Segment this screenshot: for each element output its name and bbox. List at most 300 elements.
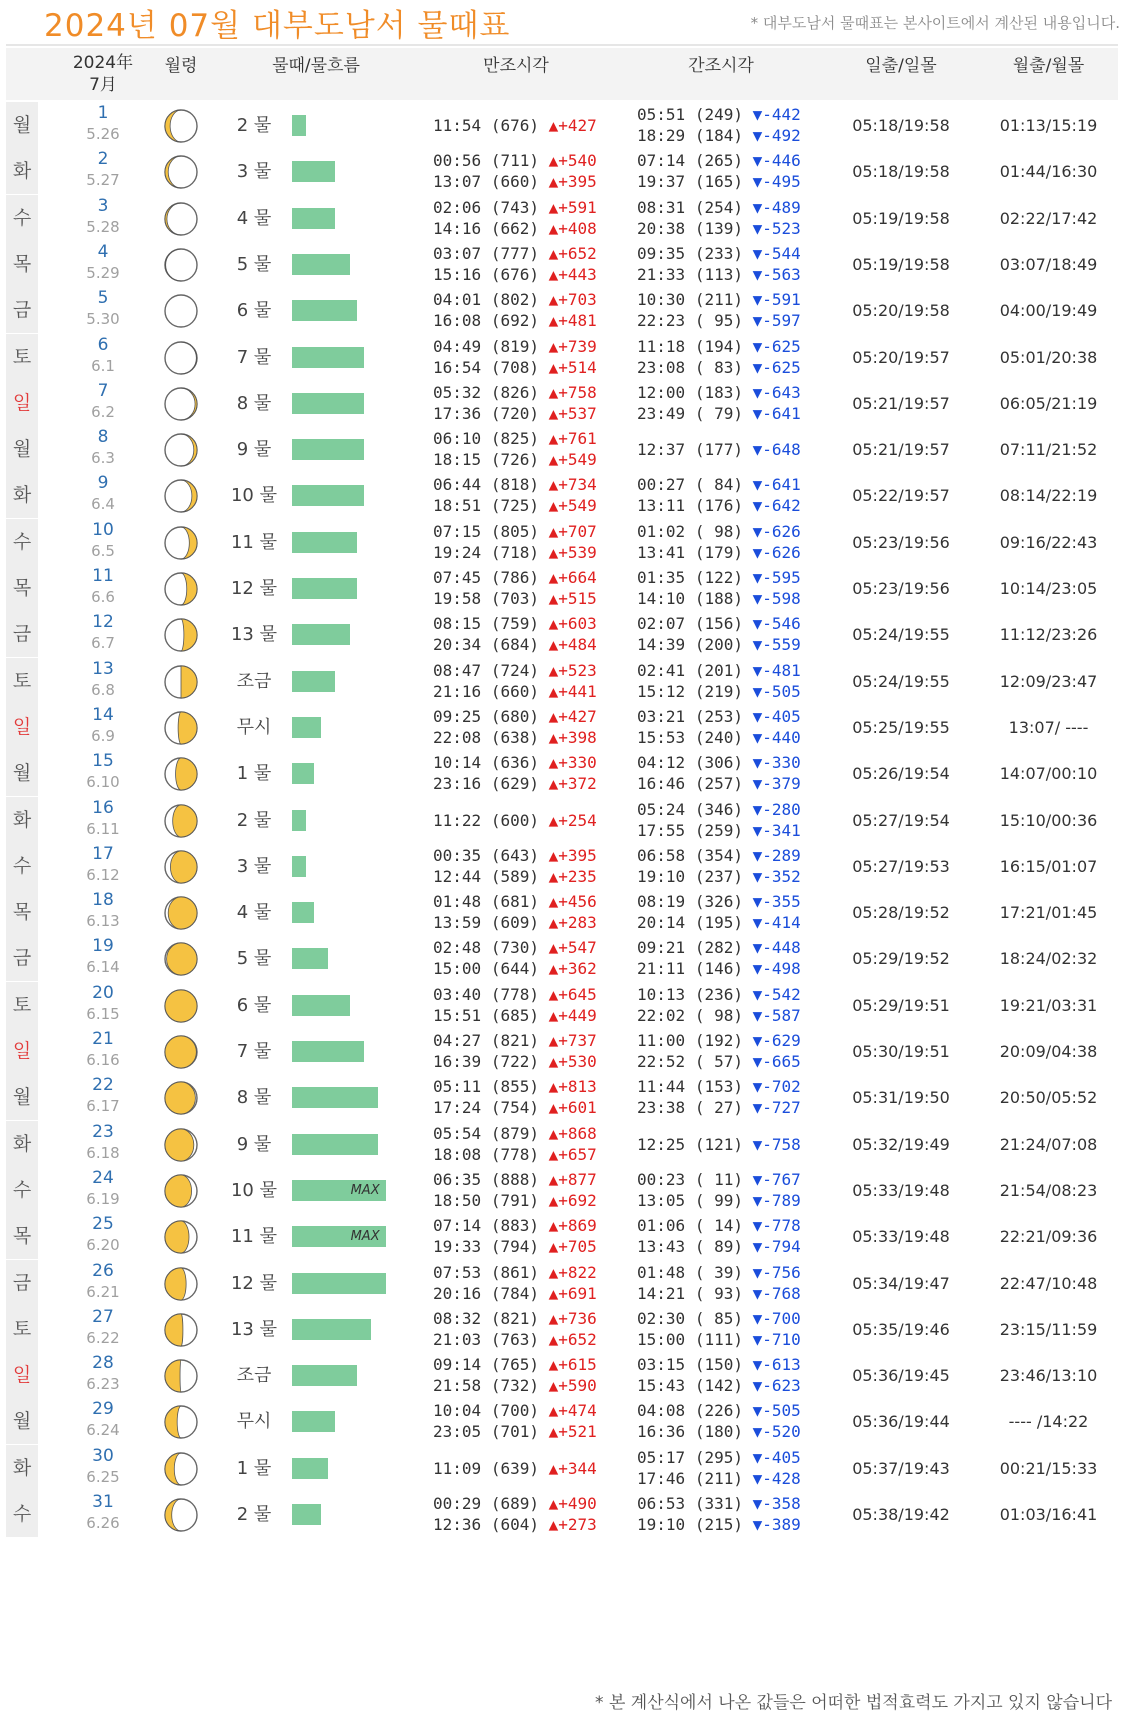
header-tide: 물때/물흐름 bbox=[272, 56, 360, 76]
flow-bar bbox=[292, 208, 335, 229]
tide-change: ▼-625 bbox=[752, 357, 801, 377]
tide-change: ▼-597 bbox=[752, 311, 801, 331]
low-tide-entry bbox=[637, 752, 801, 773]
tide-name: 9 물 bbox=[236, 439, 272, 461]
tide-time: 21:11 bbox=[637, 959, 686, 979]
tide-time: 14:21 bbox=[637, 1283, 686, 1303]
table-row bbox=[6, 285, 1118, 336]
moonrise-moonset: 23:46/13:10 bbox=[999, 1366, 1098, 1386]
tide-change: ▼-280 bbox=[752, 799, 801, 819]
max-flow-label: MAX bbox=[350, 1229, 380, 1245]
flow-bar bbox=[292, 1458, 328, 1479]
tide-height: (680) bbox=[490, 706, 539, 726]
low-tide-entry bbox=[637, 634, 801, 655]
high-tide-entry bbox=[433, 289, 597, 310]
lunar-date: 6.24 bbox=[86, 1421, 120, 1440]
tide-time: 14:39 bbox=[637, 635, 686, 655]
solar-day: 1 bbox=[97, 103, 109, 123]
tide-height: (718) bbox=[490, 542, 539, 562]
weekday-cell: 월 bbox=[6, 750, 38, 796]
sunrise-sunset: 05:23/19:56 bbox=[852, 579, 950, 598]
weekday-cell: 수 bbox=[6, 1167, 38, 1213]
high-tide-entry bbox=[433, 937, 597, 958]
moon-phase-icon bbox=[162, 663, 200, 701]
title-divider bbox=[6, 44, 1118, 46]
tide-change: ▼-498 bbox=[752, 959, 801, 979]
table-row bbox=[6, 1258, 1118, 1309]
tide-height: (326) bbox=[694, 892, 743, 912]
moonrise-moonset: 10:14/23:05 bbox=[999, 579, 1098, 598]
tide-change: ▲+739 bbox=[548, 336, 597, 356]
tide-height: (676) bbox=[490, 264, 539, 284]
tide-height: (233) bbox=[694, 243, 743, 263]
tide-height: (111) bbox=[694, 1329, 743, 1349]
tide-change: ▲+372 bbox=[548, 774, 597, 794]
tide-name: 12 물 bbox=[230, 578, 277, 599]
tide-height: (211) bbox=[694, 1468, 743, 1488]
high-tide-entry bbox=[433, 171, 597, 192]
solar-day: 12 bbox=[92, 612, 114, 633]
high-tide-entry bbox=[433, 706, 597, 727]
tide-change: ▼-778 bbox=[752, 1216, 801, 1236]
tide-change: ▼-768 bbox=[752, 1283, 801, 1303]
tide-height: (282) bbox=[694, 938, 743, 958]
tide-height: (150) bbox=[694, 1355, 743, 1375]
tide-change: ▲+645 bbox=[548, 984, 597, 1004]
lunar-date: 6.8 bbox=[91, 680, 115, 699]
sunrise-sunset: 05:30/19:51 bbox=[852, 1042, 950, 1061]
table-row bbox=[6, 239, 1118, 290]
tide-height: (883) bbox=[490, 1216, 539, 1236]
moonrise-moonset: 21:24/07:08 bbox=[999, 1134, 1098, 1154]
tide-name: 13 물 bbox=[230, 1318, 277, 1340]
moon-phase-icon bbox=[162, 1357, 200, 1395]
tide-time: 05:32 bbox=[433, 382, 482, 402]
high-tide-entry bbox=[433, 428, 597, 449]
sunrise-sunset: 05:29/19:51 bbox=[852, 995, 950, 1015]
tide-change: ▲+456 bbox=[548, 892, 597, 912]
flow-bar bbox=[292, 1134, 378, 1155]
tide-height: (794) bbox=[490, 1237, 539, 1257]
tide-time: 11:09 bbox=[433, 1458, 482, 1478]
tide-change: ▼-702 bbox=[752, 1077, 801, 1097]
header-high-tide: 만조시각 bbox=[483, 56, 549, 76]
solar-day: 28 bbox=[92, 1353, 114, 1374]
solar-day: 10 bbox=[92, 519, 114, 540]
tide-time: 19:10 bbox=[637, 1515, 686, 1534]
low-tide-entry bbox=[637, 1005, 801, 1026]
moon-phase-icon bbox=[162, 616, 200, 654]
tide-time: 05:24 bbox=[637, 799, 686, 819]
low-tide-entry bbox=[637, 243, 801, 264]
tide-height: (122) bbox=[694, 568, 743, 587]
tide-change: ▼-440 bbox=[752, 727, 801, 747]
moonrise-moonset: 03:07/18:49 bbox=[999, 254, 1098, 274]
low-tide-entry bbox=[637, 104, 801, 125]
sunrise-sunset: 05:24/19:55 bbox=[852, 625, 950, 645]
high-tide-entry bbox=[433, 1051, 597, 1072]
tide-time: 23:16 bbox=[433, 774, 482, 794]
tide-height: (215) bbox=[694, 1515, 743, 1534]
header-sunrise-sunset: 일출/일몰 bbox=[865, 56, 937, 76]
tide-height: (113) bbox=[694, 264, 743, 284]
low-tide-entry bbox=[637, 706, 801, 727]
high-tide-entry bbox=[433, 495, 597, 516]
weekday-cell: 토 bbox=[6, 334, 38, 380]
low-tide-entry bbox=[637, 289, 801, 310]
tide-height: (295) bbox=[694, 1447, 743, 1467]
tide-time: 16:08 bbox=[433, 311, 482, 331]
flow-bar bbox=[292, 1041, 364, 1062]
tide-change: ▼-767 bbox=[752, 1169, 801, 1189]
moonrise-moonset: 02:22/17:42 bbox=[999, 208, 1098, 228]
high-tide-entry bbox=[433, 474, 597, 495]
tide-time: 06:58 bbox=[637, 845, 686, 865]
low-tide-entry bbox=[637, 1421, 801, 1442]
table-row bbox=[6, 470, 1118, 521]
high-tide-entry bbox=[433, 521, 597, 542]
weekday-cell: 금 bbox=[6, 1260, 38, 1306]
tide-height: (791) bbox=[490, 1190, 539, 1210]
sunrise-sunset: 05:23/19:56 bbox=[852, 532, 950, 552]
weekday-cell: 수 bbox=[6, 843, 38, 889]
tide-time: 19:24 bbox=[433, 542, 482, 562]
high-tide-entry bbox=[433, 1215, 597, 1236]
table-row bbox=[6, 1489, 1118, 1540]
high-tide-entry bbox=[433, 773, 597, 794]
table-row bbox=[6, 1119, 1118, 1170]
low-tide-entry bbox=[637, 1308, 801, 1329]
tide-change: ▲+362 bbox=[548, 959, 597, 979]
tide-change: ▲+761 bbox=[548, 429, 597, 449]
tide-time: 06:10 bbox=[433, 429, 482, 449]
tide-name: 6 물 bbox=[236, 300, 272, 322]
moonrise-moonset: 01:03/16:41 bbox=[999, 1505, 1098, 1524]
tide-height: (121) bbox=[694, 1134, 743, 1154]
tide-time: 16:39 bbox=[433, 1052, 482, 1071]
tide-height: ( 84) bbox=[694, 475, 743, 495]
solar-day: 25 bbox=[92, 1214, 114, 1235]
flow-bar bbox=[292, 995, 350, 1016]
solar-day: 2 bbox=[97, 149, 109, 170]
tide-height: (676) bbox=[490, 116, 539, 135]
tide-change: ▲+273 bbox=[548, 1515, 597, 1534]
tide-height: (176) bbox=[694, 496, 743, 516]
solar-day: 29 bbox=[92, 1399, 114, 1420]
tide-change: ▼-544 bbox=[752, 243, 801, 263]
tide-height: (681) bbox=[490, 892, 539, 912]
tide-time: 03:21 bbox=[637, 706, 686, 726]
moonrise-moonset: 00:21/15:33 bbox=[999, 1458, 1098, 1478]
low-tide-entry bbox=[637, 310, 801, 331]
high-tide-entry bbox=[433, 336, 597, 357]
flow-bar bbox=[292, 254, 350, 275]
table-row bbox=[6, 378, 1118, 429]
low-tide-entry bbox=[637, 727, 801, 748]
weekday-cell: 토 bbox=[6, 658, 38, 704]
tide-change: ▲+603 bbox=[548, 614, 597, 634]
moonrise-moonset: 08:14/22:19 bbox=[999, 486, 1098, 506]
low-tide-entry bbox=[637, 1169, 801, 1190]
sunrise-sunset: 05:26/19:54 bbox=[852, 764, 950, 784]
tide-time: 03:07 bbox=[433, 243, 482, 263]
flow-bar bbox=[292, 532, 357, 553]
tide-name: 10 물 bbox=[230, 1179, 277, 1201]
tide-height: (660) bbox=[490, 172, 539, 192]
lunar-date: 6.1 bbox=[91, 356, 115, 375]
tide-time: 03:15 bbox=[637, 1355, 686, 1375]
tide-change: ▼-330 bbox=[752, 753, 801, 773]
tide-time: 14:16 bbox=[433, 218, 482, 238]
tide-name: 5 물 bbox=[236, 253, 272, 275]
table-row bbox=[6, 1443, 1118, 1494]
flow-bar bbox=[292, 1504, 321, 1525]
tide-change: ▲+736 bbox=[548, 1308, 597, 1328]
moonrise-moonset: 09:16/22:43 bbox=[999, 532, 1098, 552]
low-tide-entry bbox=[637, 382, 801, 403]
tide-height: (226) bbox=[694, 1401, 743, 1421]
solar-day: 3 bbox=[97, 195, 109, 216]
header-year: 2024年 bbox=[72, 53, 134, 73]
tide-name: 9 물 bbox=[236, 1133, 272, 1155]
moon-phase-icon bbox=[162, 200, 200, 238]
moonrise-moonset: 15:10/00:36 bbox=[999, 810, 1098, 830]
tide-name: 11 물 bbox=[230, 531, 277, 553]
low-tide-entry bbox=[637, 264, 801, 285]
tide-height: ( 89) bbox=[694, 1237, 743, 1257]
tide-height: (639) bbox=[490, 1458, 539, 1478]
solar-day: 5 bbox=[97, 288, 109, 309]
sunrise-sunset: 05:19/19:58 bbox=[852, 208, 950, 228]
lunar-date: 5.26 bbox=[86, 125, 120, 143]
moon-phase-icon bbox=[162, 802, 200, 840]
sunrise-sunset: 05:35/19:46 bbox=[852, 1319, 950, 1339]
tide-change: ▲+530 bbox=[548, 1052, 597, 1071]
tide-height: (200) bbox=[694, 635, 743, 655]
tide-change: ▲+615 bbox=[548, 1355, 597, 1375]
table-row bbox=[6, 424, 1118, 475]
tide-change: ▼-405 bbox=[752, 706, 801, 726]
sunrise-sunset: 05:27/19:53 bbox=[852, 856, 950, 876]
tide-time: 10:14 bbox=[433, 753, 482, 773]
tide-change: ▼-520 bbox=[752, 1422, 801, 1442]
tide-height: (265) bbox=[694, 151, 743, 171]
lunar-date: 6.23 bbox=[86, 1375, 120, 1394]
tide-time: 02:30 bbox=[637, 1308, 686, 1328]
flow-bar bbox=[292, 1319, 371, 1340]
tide-height: (726) bbox=[490, 450, 539, 470]
moon-phase-icon bbox=[162, 153, 200, 191]
tide-height: (786) bbox=[490, 568, 539, 587]
low-tide-entry bbox=[637, 681, 801, 702]
tide-time: 23:49 bbox=[637, 403, 686, 423]
weekday-cell: 금 bbox=[6, 935, 38, 981]
tide-change: ▲+254 bbox=[548, 810, 597, 830]
tide-time: 07:14 bbox=[433, 1216, 482, 1236]
moon-phase-icon bbox=[162, 1079, 200, 1117]
high-tide-entry bbox=[433, 810, 597, 831]
tide-time: 18:51 bbox=[433, 496, 482, 516]
sunrise-sunset: 05:20/19:58 bbox=[852, 301, 950, 321]
legal-disclaimer: * 본 계산식에서 나온 값들은 어떠한 법적효력도 가지고 있지 않습니다 bbox=[595, 1693, 1112, 1713]
tide-change: ▲+344 bbox=[548, 1458, 597, 1478]
tide-time: 08:19 bbox=[637, 892, 686, 912]
tide-time: 18:08 bbox=[433, 1144, 482, 1164]
solar-day: 19 bbox=[92, 936, 114, 957]
high-tide-entry bbox=[433, 1458, 597, 1479]
tide-time: 13:07 bbox=[433, 172, 482, 192]
tide-height: ( 98) bbox=[694, 1005, 743, 1025]
solar-day: 26 bbox=[92, 1260, 114, 1281]
solar-day: 22 bbox=[92, 1075, 114, 1096]
tide-height: (759) bbox=[490, 614, 539, 634]
tide-change: ▲+601 bbox=[548, 1098, 597, 1118]
weekday-cell: 화 bbox=[6, 1445, 38, 1491]
low-tide-entry bbox=[637, 799, 801, 820]
tide-change: ▼-641 bbox=[752, 403, 801, 423]
table-row bbox=[6, 702, 1118, 753]
tide-time: 21:58 bbox=[433, 1376, 482, 1396]
tide-height: (743) bbox=[490, 197, 539, 217]
lunar-date: 5.27 bbox=[86, 171, 120, 190]
flow-bar bbox=[292, 948, 328, 969]
tide-height: (636) bbox=[490, 753, 539, 773]
tide-change: ▲+869 bbox=[548, 1216, 597, 1236]
tide-change: ▼-505 bbox=[752, 681, 801, 701]
tide-time: 22:23 bbox=[637, 311, 686, 331]
tide-height: (754) bbox=[490, 1098, 539, 1118]
moonrise-moonset: 05:01/20:38 bbox=[999, 347, 1098, 367]
tide-change: ▼-758 bbox=[752, 1134, 801, 1154]
tide-height: (257) bbox=[694, 774, 743, 794]
tide-time: 01:06 bbox=[637, 1216, 686, 1236]
tide-height: (644) bbox=[490, 959, 539, 979]
solar-day: 11 bbox=[92, 566, 114, 586]
tide-change: ▼-489 bbox=[752, 197, 801, 217]
table-row bbox=[6, 795, 1118, 846]
tide-height: (765) bbox=[490, 1355, 539, 1375]
tide-height: (724) bbox=[490, 660, 539, 680]
tide-time: 12:00 bbox=[637, 382, 686, 402]
lunar-date: 6.26 bbox=[86, 1514, 120, 1532]
low-tide-entry bbox=[637, 218, 801, 239]
moon-phase-icon bbox=[162, 107, 200, 145]
tide-change: ▼-523 bbox=[752, 218, 801, 238]
tide-time: 15:00 bbox=[637, 1329, 686, 1349]
low-tide-entry bbox=[637, 1514, 801, 1535]
tide-time: 16:46 bbox=[637, 774, 686, 794]
tide-height: ( 14) bbox=[694, 1216, 743, 1236]
tide-time: 20:38 bbox=[637, 218, 686, 238]
tide-change: ▼-492 bbox=[752, 126, 801, 145]
lunar-date: 6.4 bbox=[91, 495, 115, 514]
tide-change: ▲+591 bbox=[548, 197, 597, 217]
sunrise-sunset: 05:29/19:52 bbox=[852, 949, 950, 969]
weekday-cell: 금 bbox=[6, 611, 38, 657]
tide-change: ▼-379 bbox=[752, 774, 801, 794]
moonrise-moonset: 20:50/05:52 bbox=[999, 1088, 1098, 1108]
moon-phase-icon bbox=[162, 246, 200, 284]
low-tide-entry bbox=[637, 937, 801, 958]
high-tide-entry bbox=[433, 1421, 597, 1442]
tide-height: (192) bbox=[694, 1031, 743, 1050]
tide-height: ( 79) bbox=[694, 403, 743, 423]
tide-height: (236) bbox=[694, 984, 743, 1004]
low-tide-entry bbox=[637, 336, 801, 357]
weekday-cell: 일 bbox=[6, 1352, 38, 1398]
moon-phase-icon bbox=[162, 477, 200, 515]
tide-change: ▲+515 bbox=[548, 589, 597, 608]
tide-height: (237) bbox=[694, 866, 743, 886]
tide-height: (609) bbox=[490, 913, 539, 933]
tide-time: 08:31 bbox=[637, 197, 686, 217]
flow-bar bbox=[292, 161, 335, 182]
tide-height: (711) bbox=[490, 151, 539, 171]
moon-phase-icon bbox=[162, 339, 200, 377]
tide-height: (629) bbox=[490, 774, 539, 794]
table-row bbox=[6, 1165, 1118, 1216]
lunar-date: 6.11 bbox=[86, 819, 120, 838]
table-row bbox=[6, 1072, 1118, 1123]
tide-change: ▲+652 bbox=[548, 243, 597, 263]
tide-time: 23:05 bbox=[433, 1422, 482, 1442]
tide-change: ▲+521 bbox=[548, 1422, 597, 1442]
tide-time: 17:55 bbox=[637, 820, 686, 840]
tide-time: 04:49 bbox=[433, 336, 482, 356]
tide-time: 18:29 bbox=[637, 126, 686, 145]
tide-height: (777) bbox=[490, 243, 539, 263]
sunrise-sunset: 05:18/19:58 bbox=[852, 116, 950, 135]
weekday-cell: 화 bbox=[6, 797, 38, 843]
tide-time: 20:14 bbox=[637, 913, 686, 933]
tide-time: 14:10 bbox=[637, 589, 686, 608]
tide-change: ▼-648 bbox=[752, 440, 801, 460]
high-tide-entry bbox=[433, 1144, 597, 1165]
tide-height: ( 27) bbox=[694, 1098, 743, 1118]
tide-height: (720) bbox=[490, 403, 539, 423]
lunar-date: 5.28 bbox=[86, 217, 120, 236]
tide-height: ( 98) bbox=[694, 521, 743, 541]
tide-change: ▼-625 bbox=[752, 336, 801, 356]
tide-time: 09:35 bbox=[637, 243, 686, 263]
solar-day: 30 bbox=[92, 1445, 114, 1466]
weekday-cell: 일 bbox=[6, 704, 38, 750]
flow-bar bbox=[292, 1180, 386, 1201]
tide-time: 12:36 bbox=[433, 1515, 482, 1534]
sunrise-sunset: 05:21/19:57 bbox=[852, 440, 950, 460]
tide-height: (201) bbox=[694, 660, 743, 680]
tide-height: (195) bbox=[694, 913, 743, 933]
tide-height: (821) bbox=[490, 1308, 539, 1328]
low-tide-entry bbox=[637, 1097, 801, 1118]
tide-change: ▲+652 bbox=[548, 1329, 597, 1349]
high-tide-entry bbox=[433, 1400, 597, 1421]
moonrise-moonset: 01:44/16:30 bbox=[999, 162, 1098, 182]
high-tide-entry bbox=[433, 1375, 597, 1396]
tide-time: 19:58 bbox=[433, 589, 482, 608]
tide-height: (219) bbox=[694, 681, 743, 701]
tide-time: 19:37 bbox=[637, 172, 686, 192]
lunar-date: 5.30 bbox=[86, 310, 120, 329]
tide-change: ▼-626 bbox=[752, 521, 801, 541]
tide-time: 04:27 bbox=[433, 1031, 482, 1050]
tide-time: 04:12 bbox=[637, 753, 686, 773]
tide-time: 11:54 bbox=[433, 116, 482, 135]
moon-phase-icon bbox=[162, 709, 200, 747]
moon-phase-icon bbox=[162, 1033, 200, 1071]
tide-height: (826) bbox=[490, 382, 539, 402]
low-tide-entry bbox=[637, 1190, 801, 1211]
